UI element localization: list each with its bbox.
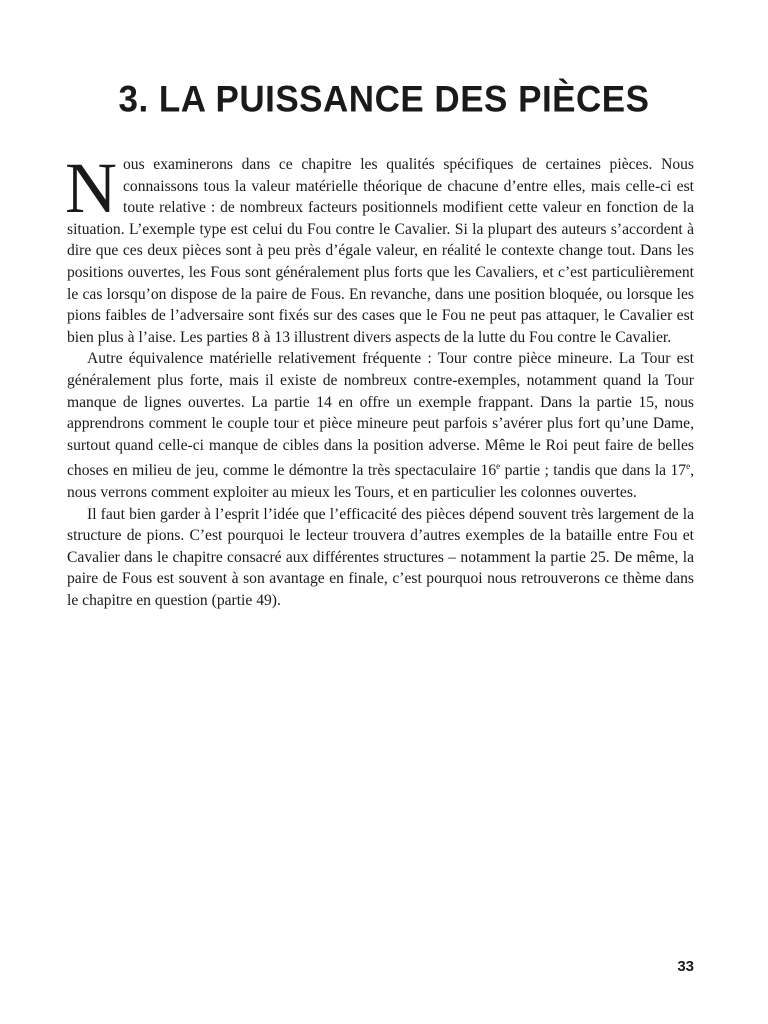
chapter-title: 3. LA PUISSANCE DES PIÈCES [118, 79, 650, 120]
drop-cap: N [65, 148, 117, 228]
paragraph-3: Il faut bien garder à l’esprit l’idée que l’efficacité des pièces dépend souvent très largement de la structure de pions. C’est pourquoi le lecteur trouvera d’autres exemples de la bataille entre Fou et Cavalier dans le chapitre consacré aux différentes structures – notamment la partie 25. De même, la paire de Fous est souvent à son avantage en finale, c’est pourquoi nous retrouverons ce thème dans le chapitre en question (partie 49). [67, 505, 694, 610]
paragraph-2-text-a: Autre équivalence matérielle relativement fréquente : Tour contre pièce mineure. La Tour est généralement plus forte, mais il existe de nombreux contre-exemples, notamment quand la Tour manque de lignes ouvertes. La partie 14 en offre un exemple frappant. Dans la partie 15, nous apprendrons comment le couple tour et pièce mineure peut parfois s’avérer plus fort qu’une Dame, surtout quand celle-ci manque de cibles dans la position adverse. Même le Roi peut faire de belles choses en milieu de jeu, comme le démontre la très spectaculaire 16 [67, 350, 694, 480]
paragraph-2 [67, 348, 694, 503]
paragraph-1 [65, 148, 694, 348]
paragraph-1-text: ous examinerons dans ce chapitre les qualités spécifiques de certaines pièces. Nous connaissons tous la valeur matérielle théorique de chacune d’entre elles, mais celle-ci est toute relative : de nombreux facteurs positionnels modifient cette valeur en fonction de la situation. L’exemple type est celui du Fou contre le Cavalier. Si la plupart des auteurs s’accordent à dire que ces deux pièces sont à peu près d’égale valeur, en réalité le contexte change tout. Dans les positions ouvertes, les Fous sont généralement plus forts que les Cavaliers, et c’est particulièrement le cas lorsqu’on dispose de la paire de Fous. En revanche, dans une position bloquée, ou lorsque les pions faibles de l’adversaire sont fixés sur des cases que le Fou ne peut pas attaquer, le Cavalier est bien plus à l’aise. Les parties 8 à 13 illustrent divers aspects de la lutte du Fou contre le Cavalier. [67, 156, 694, 346]
paragraph-2-text-c: , nous verrons comment exploiter au mieux les Tours, et en particulier les colonnes ouvertes. [67, 462, 694, 502]
page-number: 33 [677, 958, 694, 975]
chapter-body [65, 148, 694, 612]
ordinal-superscript: e [496, 461, 501, 472]
paragraph-2-text-b: partie ; tandis que dans la 17 [500, 462, 687, 480]
ordinal-superscript: e [686, 461, 691, 472]
